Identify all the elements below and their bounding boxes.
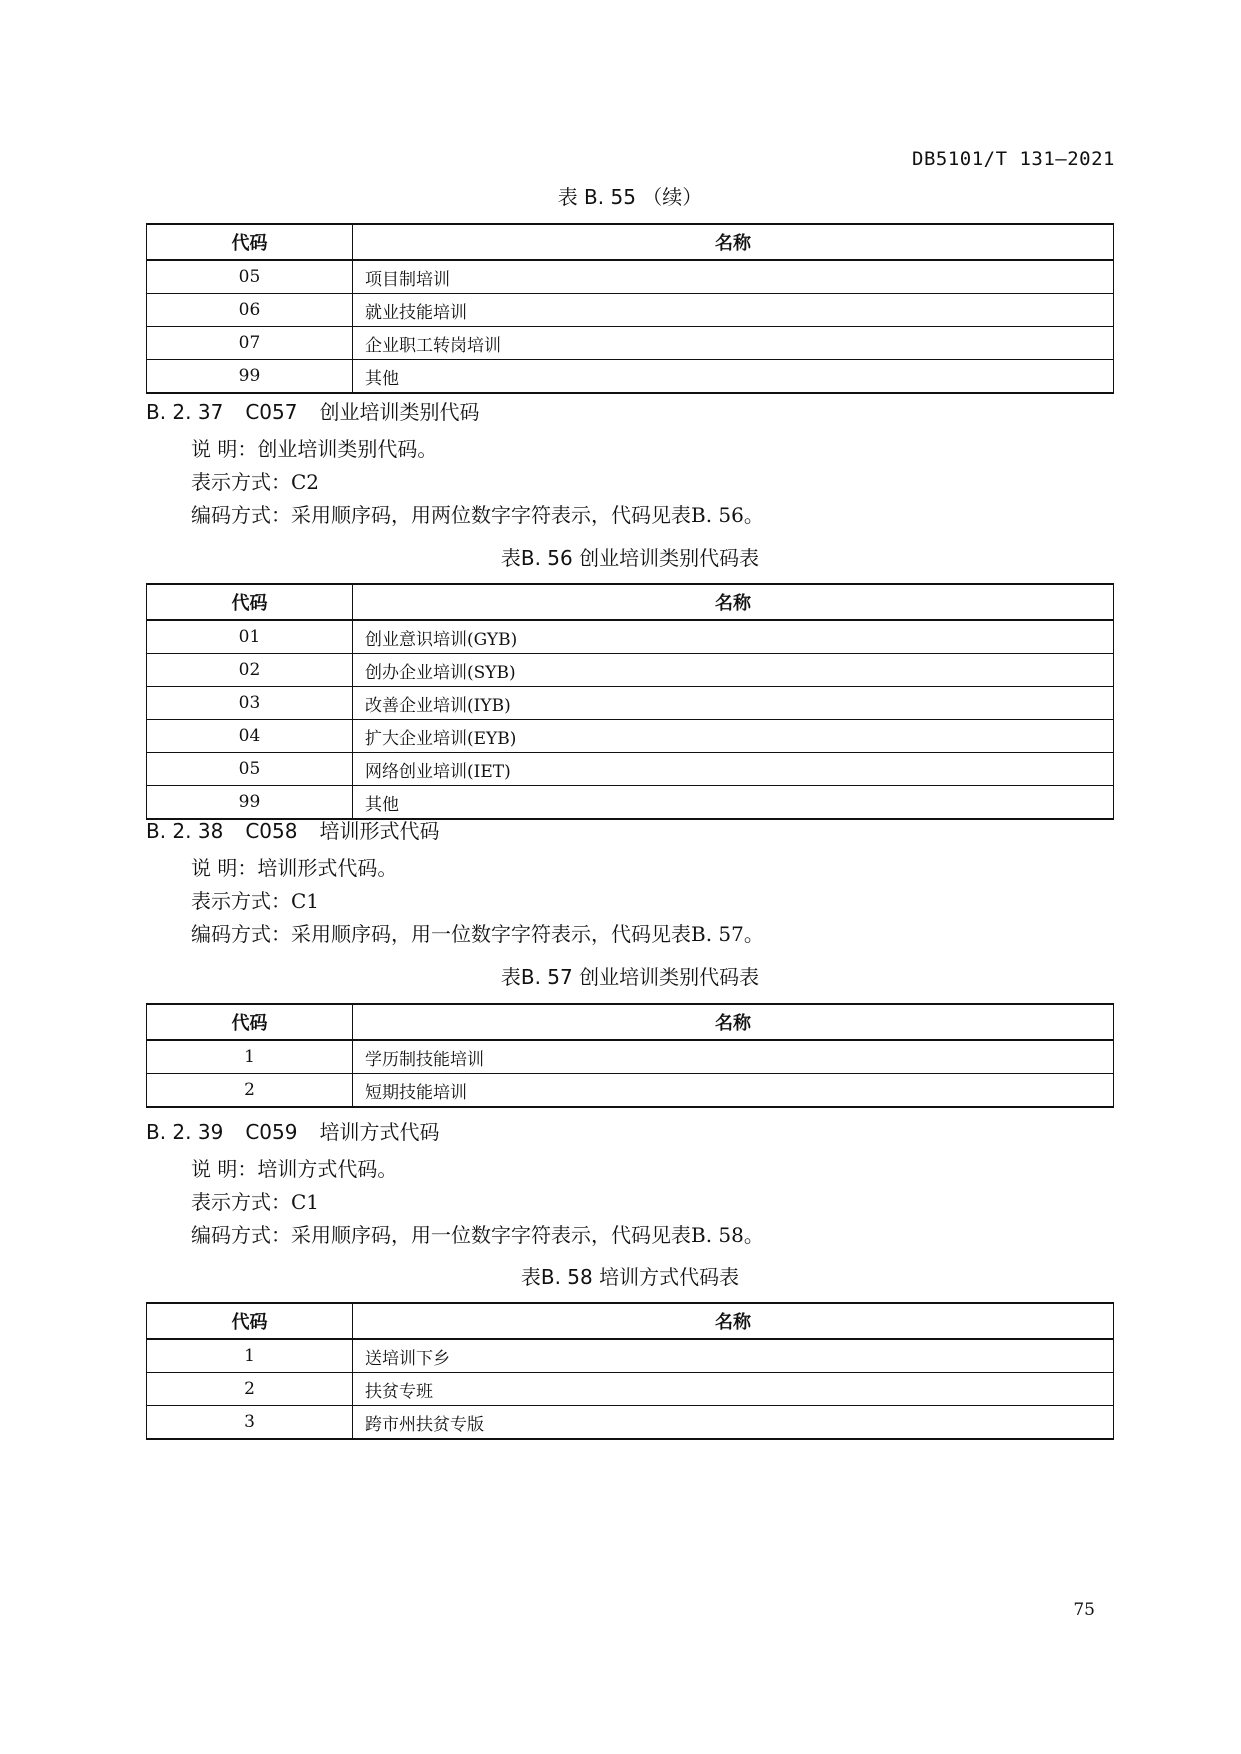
code-cell: 05 (147, 260, 353, 294)
name-cell: 送培训下乡 (353, 1339, 1114, 1373)
table-row (147, 1406, 1114, 1440)
coding-text: 采用顺序码，用一位数字字符表示，代码见表B. 57。 (291, 922, 764, 946)
repr-text: C2 (291, 470, 320, 494)
repr-text: C1 (291, 1190, 320, 1214)
table-header-row (147, 584, 1114, 620)
table-row (147, 620, 1114, 654)
table-row (147, 327, 1114, 360)
code-cell: 05 (147, 753, 353, 786)
table-b57-caption: 表B. 57 创业培训类别代码表 (500, 965, 760, 989)
name-cell: 其他 (353, 786, 1114, 820)
table-row (147, 720, 1114, 753)
section-code: C059 (245, 1120, 298, 1144)
code-cell: 2 (147, 1074, 353, 1108)
col-header-name: 名称 (353, 1303, 1114, 1339)
coding-label: 编码方式： (191, 1223, 291, 1247)
table-row (147, 786, 1114, 820)
section-heading-b238 (146, 815, 461, 844)
code-cell: 3 (147, 1406, 353, 1440)
name-cell: 扩大企业培训(EYB) (353, 720, 1114, 753)
table-row (147, 1339, 1114, 1373)
col-header-code: 代码 (147, 1004, 353, 1040)
table-row (147, 260, 1114, 294)
table-header-row (147, 224, 1114, 260)
name-cell: 就业技能培训 (353, 294, 1114, 327)
name-cell: 跨市州扶贫专版 (353, 1406, 1114, 1440)
section-title: 创业培训类别代码 (319, 400, 480, 424)
name-cell: 短期技能培训 (353, 1074, 1114, 1108)
table-row (147, 687, 1114, 720)
coding-text: 采用顺序码，用两位数字字符表示，代码见表B. 56。 (291, 503, 764, 527)
code-cell: 03 (147, 687, 353, 720)
col-header-name: 名称 (353, 584, 1114, 620)
col-header-code: 代码 (147, 584, 353, 620)
desc-text: 创业培训类别代码。 (257, 437, 438, 461)
section-b239-body (191, 1153, 764, 1252)
table-row (147, 1074, 1114, 1108)
name-cell: 创办企业培训(SYB) (353, 654, 1114, 687)
repr-text: C1 (291, 889, 320, 913)
code-cell: 04 (147, 720, 353, 753)
col-header-name: 名称 (353, 1004, 1114, 1040)
code-cell: 01 (147, 620, 353, 654)
col-header-code: 代码 (147, 1303, 353, 1339)
section-number: B. 2. 39 (146, 1120, 224, 1144)
table-b58 (146, 1302, 1114, 1440)
table-row (147, 654, 1114, 687)
code-cell: 07 (147, 327, 353, 360)
table-row (147, 294, 1114, 327)
table-b56 (146, 583, 1114, 820)
coding-text: 采用顺序码，用一位数字字符表示，代码见表B. 58。 (291, 1223, 764, 1247)
name-cell: 其他 (353, 360, 1114, 394)
section-number: B. 2. 37 (146, 400, 224, 424)
section-heading-b237 (146, 396, 501, 425)
desc-label: 说 明： (191, 437, 258, 461)
code-cell: 2 (147, 1373, 353, 1406)
code-cell: 99 (147, 786, 353, 820)
table-row (147, 753, 1114, 786)
code-cell: 1 (147, 1339, 353, 1373)
code-cell: 99 (147, 360, 353, 394)
desc-text: 培训方式代码。 (257, 1157, 398, 1181)
document-code: DB5101/T 131—2021 (912, 148, 1115, 170)
section-b237-body (191, 433, 764, 532)
name-cell: 项目制培训 (353, 260, 1114, 294)
name-cell: 学历制技能培训 (353, 1040, 1114, 1074)
repr-label: 表示方式： (191, 470, 291, 494)
section-number: B. 2. 38 (146, 819, 224, 843)
coding-label: 编码方式： (191, 503, 291, 527)
table-b57 (146, 1003, 1114, 1108)
coding-label: 编码方式： (191, 922, 291, 946)
table-row (147, 360, 1114, 394)
table-b55 (146, 223, 1114, 394)
code-cell: 02 (147, 654, 353, 687)
section-code: C058 (245, 819, 298, 843)
col-header-code: 代码 (147, 224, 353, 260)
desc-label: 说 明： (191, 1157, 258, 1181)
table-row (147, 1373, 1114, 1406)
table-b55-caption: 表 B. 55 （续） (557, 185, 703, 209)
code-cell: 06 (147, 294, 353, 327)
name-cell: 扶贫专班 (353, 1373, 1114, 1406)
repr-label: 表示方式： (191, 889, 291, 913)
table-row (147, 1040, 1114, 1074)
table-b56-caption: 表B. 56 创业培训类别代码表 (500, 546, 760, 570)
table-b58-caption: 表B. 58 培训方式代码表 (520, 1265, 740, 1289)
code-cell: 1 (147, 1040, 353, 1074)
desc-label: 说 明： (191, 856, 258, 880)
name-cell: 创业意识培训(GYB) (353, 620, 1114, 654)
name-cell: 企业职工转岗培训 (353, 327, 1114, 360)
section-code: C057 (245, 400, 298, 424)
name-cell: 网络创业培训(IET) (353, 753, 1114, 786)
table-header-row (147, 1004, 1114, 1040)
section-b238-body (191, 852, 764, 951)
section-title: 培训方式代码 (319, 1120, 440, 1144)
table-header-row (147, 1303, 1114, 1339)
section-heading-b239 (146, 1116, 461, 1145)
repr-label: 表示方式： (191, 1190, 291, 1214)
desc-text: 培训形式代码。 (257, 856, 398, 880)
page-number: 75 (1073, 1600, 1095, 1620)
name-cell: 改善企业培训(IYB) (353, 687, 1114, 720)
col-header-name: 名称 (353, 224, 1114, 260)
section-title: 培训形式代码 (319, 819, 440, 843)
